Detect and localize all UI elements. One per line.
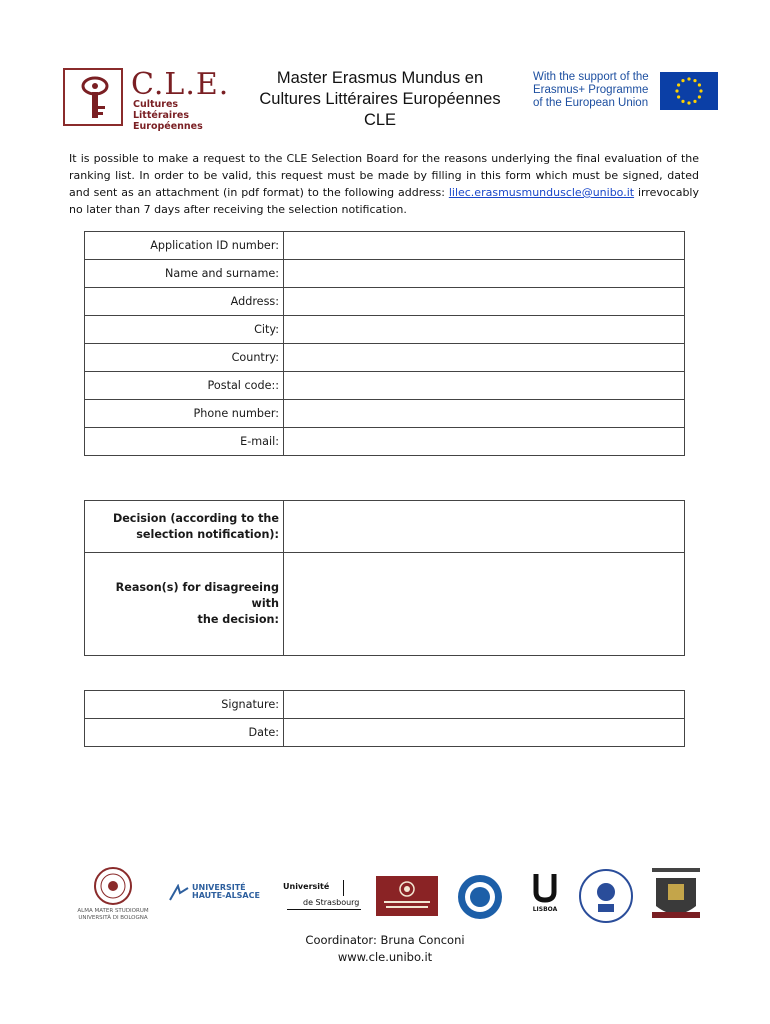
bologna-line1: ALMA MATER STUDIORUM (77, 908, 149, 914)
signature-table (84, 690, 685, 747)
country-label: Country: (85, 344, 284, 372)
haute-alsace-logo (168, 882, 264, 906)
signature-field[interactable] (284, 691, 685, 719)
bologna-logo (68, 866, 158, 926)
email-field[interactable] (284, 428, 685, 456)
intro-text-end: irrevocably no later than 7 days after receiving the selection notification. (69, 186, 699, 216)
lisboa-u-icon (530, 872, 560, 904)
cle-subtitle-line1: Cultures Littéraires (133, 99, 189, 121)
title-line2: Cultures Littéraires Européennes (259, 90, 501, 108)
reason-field[interactable] (284, 553, 685, 656)
partner-logos (68, 862, 708, 932)
contact-email-link[interactable]: lilec.erasmusmunduscle@unibo.it (448, 186, 635, 199)
table-row (85, 232, 685, 260)
strasbourg-underline (287, 909, 361, 910)
title-line1: Master Erasmus Mundus en (276, 69, 484, 87)
postal-code-field[interactable] (284, 372, 685, 400)
strasbourg-line2: de Strasbourg (303, 898, 360, 907)
strasbourg-divider (343, 880, 344, 896)
name-surname-field[interactable] (284, 260, 685, 288)
cle-logo-frame (63, 68, 123, 126)
warsaw-crest-icon (648, 866, 704, 924)
table-row (85, 344, 685, 372)
table-row (85, 553, 685, 656)
thessaloniki-logo (376, 876, 438, 916)
phone-number-label: Phone number: (85, 400, 284, 428)
cle-subtitle (133, 99, 233, 132)
intro-text-start: It is possible to make a request to the CLE Selection Board for the reasons underlying the final evaluation of the ranking list. In order to be valid, this request must be made by filling in this form which must be signed, dated and sent as an attachment (in pdf format) to the following address: (69, 152, 699, 199)
paul-valery-logo (576, 868, 636, 924)
date-field[interactable] (284, 719, 685, 747)
footer-coordinator: Coordinator: Bruna Conconi (305, 933, 465, 947)
haute-alsace-line2: HAUTE-ALSACE (192, 891, 260, 900)
eu-flag-icon (660, 72, 718, 110)
paul-valery-seal-icon (576, 868, 636, 924)
table-row (85, 501, 685, 553)
haute-alsace-text (192, 884, 260, 900)
footer-website[interactable]: www.cle.unibo.it (337, 950, 433, 964)
reason-label-line1: Reason(s) for disagreeing with (115, 581, 279, 610)
page-title (245, 68, 515, 131)
reason-label-line2: the decision: (197, 613, 279, 626)
signature-label: Signature: (85, 691, 284, 719)
table-row (85, 288, 685, 316)
application-id-label: Application ID number: (85, 232, 284, 260)
strasbourg-line1: Université (283, 882, 330, 891)
eu-line3: of the European Union (533, 97, 649, 109)
title-line3: CLE (363, 111, 397, 129)
lisboa-logo (530, 872, 560, 928)
decision-label-line1: Decision (according to the (112, 511, 279, 525)
blue-university-logo (457, 874, 503, 920)
country-field[interactable] (284, 344, 685, 372)
address-label: Address: (85, 288, 284, 316)
cle-logo (63, 67, 233, 132)
blue-seal-icon (457, 874, 503, 920)
haute-alsace-mark-icon (168, 884, 190, 902)
decision-label (85, 501, 284, 553)
email-label: E-mail: (85, 428, 284, 456)
personal-data-table (84, 231, 685, 456)
bologna-seal-icon (93, 866, 133, 906)
intro-paragraph (69, 150, 699, 218)
reason-label (85, 553, 284, 656)
table-row (85, 400, 685, 428)
city-label: City: (85, 316, 284, 344)
bologna-caption (68, 908, 158, 922)
phone-number-field[interactable] (284, 400, 685, 428)
application-id-field[interactable] (284, 232, 685, 260)
decision-table (84, 500, 685, 656)
eu-line2: Erasmus+ Programme (533, 84, 649, 96)
table-row (85, 260, 685, 288)
decision-label-line2: selection notification): (136, 527, 279, 541)
cle-subtitle-line2: Européennes (133, 121, 203, 132)
bologna-line2: UNIVERSITÀ DI BOLOGNA (78, 915, 148, 921)
table-row (85, 691, 685, 719)
postal-code-label: Postal code:: (85, 372, 284, 400)
haute-alsace-line1: UNIVERSITÉ (192, 883, 246, 892)
decision-field[interactable] (284, 501, 685, 553)
cle-acronym: C.L.E. (131, 67, 230, 102)
thessaloniki-text-bar (384, 901, 430, 903)
key-icon (73, 74, 117, 122)
table-row (85, 428, 685, 456)
table-row (85, 719, 685, 747)
city-field[interactable] (284, 316, 685, 344)
address-field[interactable] (284, 288, 685, 316)
date-label: Date: (85, 719, 284, 747)
table-row (85, 316, 685, 344)
strasbourg-logo (283, 882, 363, 912)
warsaw-logo (648, 866, 704, 924)
eu-line1: With the support of the (533, 71, 649, 83)
eu-support-text (533, 71, 658, 110)
thessaloniki-text-bar (386, 906, 428, 908)
table-row (85, 372, 685, 400)
thessaloniki-emblem-icon (399, 881, 415, 897)
lisboa-text: LISBOA (532, 906, 558, 913)
name-surname-label: Name and surname: (85, 260, 284, 288)
